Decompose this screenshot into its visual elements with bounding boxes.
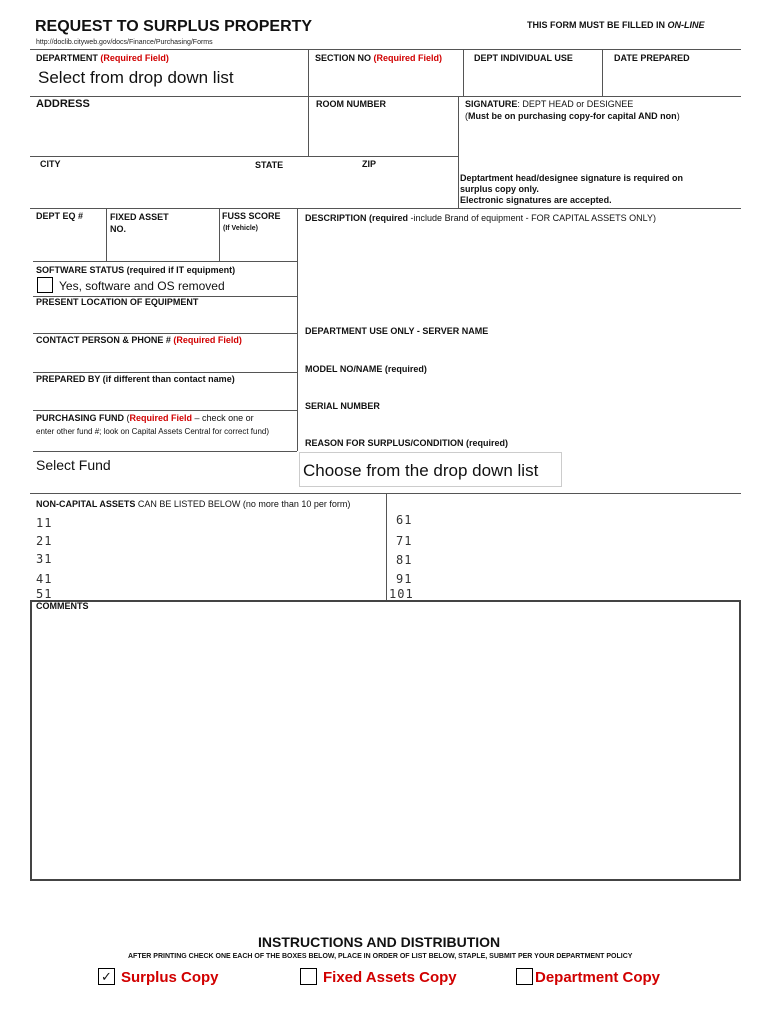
instructions-title: INSTRUCTIONS AND DISTRIBUTION [258,934,501,950]
online-notice-emph: ON-LINE [667,20,705,30]
software-status-label: SOFTWARE STATUS (required if IT equipment) [36,265,236,275]
asset-number-left-5: 51 [36,587,53,601]
instructions-subtitle: AFTER PRINTING CHECK ONE EACH OF THE BOXES BELOW, PLACE IN ORDER OF LIST BELOW, STAPLE, SUBMIT PER YOUR DEPARTMENT POLICY [128,953,633,960]
date-prepared-label: DATE PREPARED [614,53,690,63]
room-number-label: ROOM NUMBER [316,99,386,109]
fuss-score-sub: (If Vehicle) [223,225,259,232]
reason-select[interactable] [299,452,562,487]
fuss-score-label: FUSS SCORE [222,211,281,221]
comments-label: COMMENTS [36,601,89,611]
state-label: STATE [255,160,284,170]
surplus-copy-checkbox[interactable]: ✓ [98,968,115,985]
asset-number-right-1: 61 [396,513,413,527]
purchasing-fund-required-tag: Required Field [129,413,193,423]
fixed-assets-copy-label: Fixed Assets Copy [323,969,457,986]
signature-sub-bold: Must be on purchasing copy-for capital AND non [468,111,677,121]
signature-label-rest: : DEPT HEAD or DESIGNEE [517,99,634,109]
surplus-copy-label: Surplus Copy [121,969,219,986]
department-copy-label: Department Copy [535,969,661,986]
description-label: DESCRIPTION (required -include Brand of equipment - FOR CAPITAL ASSETS ONLY) [305,213,656,223]
form-url: http://doclib.cityweb.gov/docs/Finance/Purchasing/Forms [36,39,213,46]
purchasing-fund-select[interactable]: Select Fund [36,457,111,473]
asset-number-left-4: 41 [36,572,53,586]
fixed-asset-label: FIXED ASSET NO. [110,212,169,234]
asset-number-left-1: 11 [36,516,53,530]
contact-required-tag: (Required Field) [173,335,242,345]
asset-number-left-3: 31 [36,552,53,566]
signature-sub: (Must be on purchasing copy-for capital AND non) [465,111,680,121]
asset-number-right-2: 71 [396,534,413,548]
signature-note-line2: surplus copy only. [460,184,539,194]
signature-note [460,173,683,206]
dept-eq-label: DEPT EQ # [36,211,84,221]
department-required-tag: (Required Field) [100,53,169,63]
purchasing-fund-note: enter other fund #; look on Capital Assets Central for correct fund) [36,427,270,436]
section-no-label-text: SECTION NO [315,53,372,63]
reason-label: REASON FOR SURPLUS/CONDITION (required) [305,438,509,448]
department-label-text: DEPARTMENT [36,53,98,63]
serial-number-label: SERIAL NUMBER [305,401,380,411]
online-notice [527,20,705,30]
signature-label-bold: SIGNATURE [465,99,518,109]
department-label [36,53,169,63]
department-select[interactable]: Select from drop down list [38,68,234,87]
section-no-required-tag: (Required Field) [373,53,443,63]
model-no-label: MODEL NO/NAME (required) [305,364,427,374]
signature-note-line3: Electronic signatures are accepted. [460,195,612,205]
signature-label [465,99,633,109]
prepared-by-label: PREPARED BY (if different than contact name) [36,374,235,384]
dept-individual-use-label: DEPT INDIVIDUAL USE [474,53,573,63]
address-label: ADDRESS [36,98,90,110]
form-title: REQUEST TO SURPLUS PROPERTY [35,18,313,35]
comments-box[interactable] [30,600,741,881]
city-label: CITY [40,159,61,169]
software-removed-checkbox[interactable] [37,277,53,293]
asset-number-right-4: 91 [396,572,413,586]
online-notice-text: THIS FORM MUST BE FILLED IN [527,20,665,30]
department-copy-checkbox[interactable] [516,968,533,985]
signature-note-line1: Deptartment head/designee signature is required on [460,173,684,183]
asset-number-right-3: 81 [396,553,413,567]
software-removed-option: Yes, software and OS removed [59,279,225,293]
asset-number-left-2: 21 [36,534,53,548]
contact-label: CONTACT PERSON & PHONE # (Required Field) [36,335,242,345]
non-capital-label: NON-CAPITAL ASSETS CAN BE LISTED BELOW (no more than 10 per form) [36,499,351,509]
asset-number-right-5: 101 [389,587,414,601]
fixed-assets-copy-checkbox[interactable] [300,968,317,985]
section-no-label [315,53,442,63]
dept-use-only-label: DEPARTMENT USE ONLY - SERVER NAME [305,326,489,336]
present-location-label: PRESENT LOCATION OF EQUIPMENT [36,297,199,307]
zip-label: ZIP [362,159,377,169]
purchasing-fund-label: PURCHASING FUND (Required Field – check one or [36,413,254,423]
reason-select-value: Choose from the drop down list [303,461,539,480]
